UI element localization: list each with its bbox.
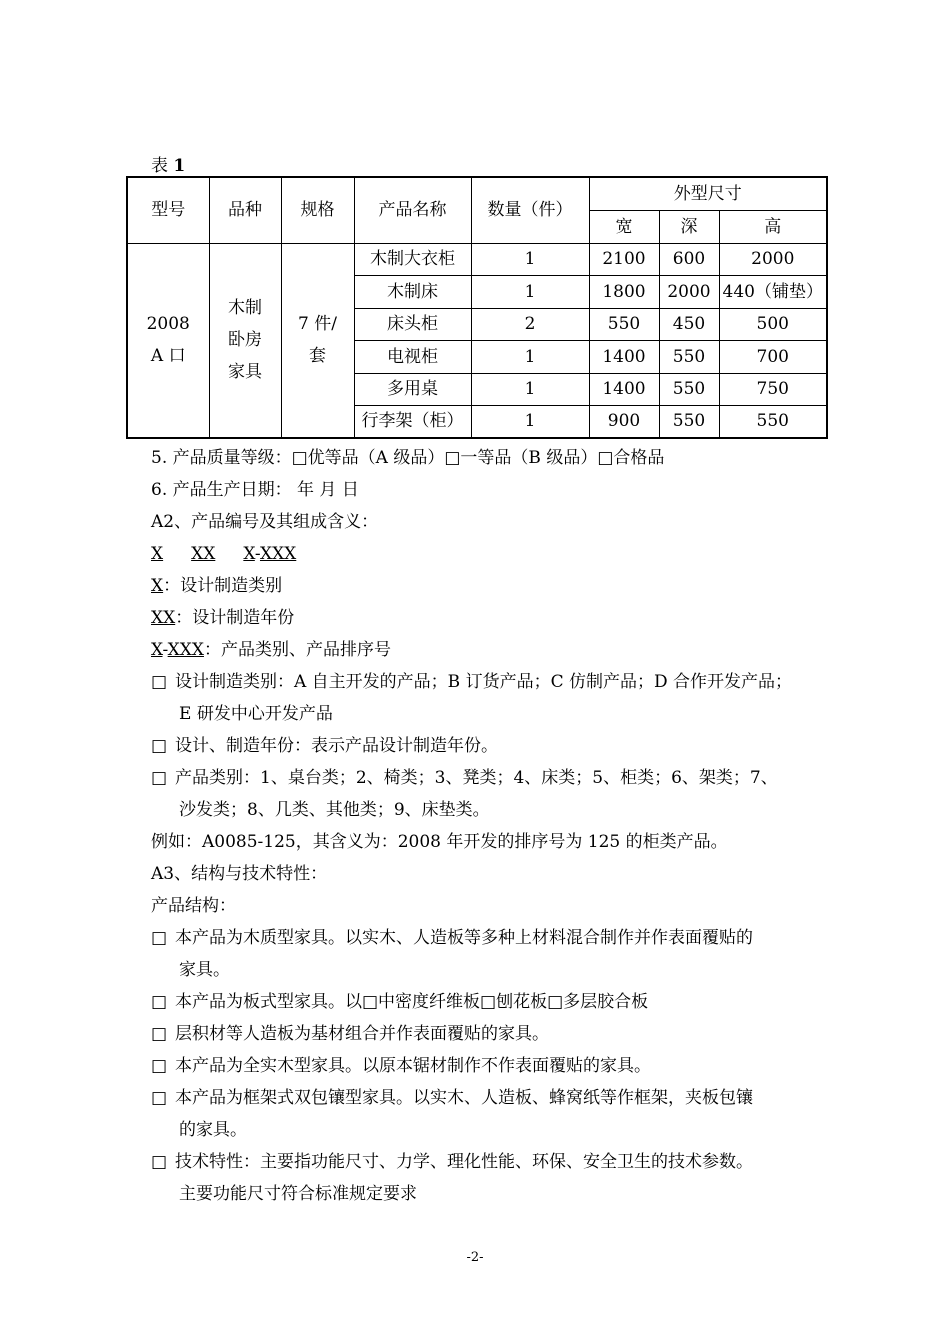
cell-depth: 600 [659,243,719,275]
checkbox-icon: □ [151,1056,168,1076]
code-pattern: X XX X-XXX [151,544,297,564]
bullet-product-category: □ 产品类别：1、桌台类；2、椅类；3、凳类；4、床类；5、柜类；6、架类；7、 [151,768,778,788]
checkbox-icon: □ [151,736,168,756]
cell-width: 900 [589,405,659,438]
cell-product-name: 木制床 [354,275,471,308]
page-number: -2- [466,1250,484,1265]
structure-panel: □ 本产品为板式型家具。以□中密度纤维板□刨花板□多层胶合板 [151,992,649,1012]
cell-width: 550 [589,308,659,340]
furniture-spec-table [126,176,828,439]
header-depth: 深 [659,210,719,243]
header-product-name: 产品名称 [354,177,471,243]
header-quantity: 数量（件） [471,177,589,243]
header-spec: 规格 [281,177,354,243]
cell-quantity: 1 [471,373,589,405]
cell-width: 1400 [589,373,659,405]
checkbox-icon: □ [151,768,168,788]
cell-width: 1800 [589,275,659,308]
structure-solid-wood: □ 本产品为全实木型家具。以原本锯材制作不作表面覆贴的家具。 [151,1056,651,1076]
a2-heading: A2、产品编号及其组成含义： [151,512,379,532]
cell-depth: 550 [659,405,719,438]
production-date-line: 6. 产品生产日期： 年 月 日 [151,480,359,500]
bullet-design-year: □ 设计、制造年份：表示产品设计制造年份。 [151,736,498,756]
cell-depth: 550 [659,340,719,373]
cell-height: 2000 [719,243,827,275]
header-variety: 品种 [209,177,281,243]
structure-wood-cont: 家具。 [179,960,230,980]
cell-depth: 550 [659,373,719,405]
bullet-product-category-cont: 沙发类；8、几类、其他类；9、床垫类。 [179,800,490,820]
cell-quantity: 1 [471,340,589,373]
cell-product-name: 木制大衣柜 [354,243,471,275]
table-row [127,243,827,275]
structure-frame-cont: 的家具。 [179,1120,247,1140]
header-model: 型号 [127,177,209,243]
cell-width: 1400 [589,340,659,373]
checkbox-icon: □ [151,1088,168,1108]
cell-height: 440（铺垫） [719,275,827,308]
checkbox-icon: □ [151,928,168,948]
cell-product-name: 床头柜 [354,308,471,340]
structure-frame: □ 本产品为框架式双包镶型家具。以实木、人造板、蜂窝纸等作框架，夹板包镶 [151,1088,753,1108]
code-def-sequence: X-XXX：产品类别、产品排序号 [151,640,391,660]
a3-heading: A3、结构与技术特性： [151,864,328,884]
header-dimensions: 外型尺寸 [589,177,827,210]
cell-quantity: 1 [471,275,589,308]
example-line: 例如：A0085-125，其含义为：2008 年开发的排序号为 125 的柜类产品。 [151,832,728,852]
checkbox-icon: □ [151,992,168,1012]
cell-quantity: 1 [471,405,589,438]
code-def-year: XX：设计制造年份 [151,608,295,628]
cell-quantity: 2 [471,308,589,340]
technical-features-cont: 主要功能尺寸符合标准规定要求 [179,1184,417,1204]
checkbox-icon: □ [151,672,168,692]
cell-depth: 450 [659,308,719,340]
group-variety: 木制 卧房 家具 [209,243,281,438]
structure-heading: 产品结构： [151,896,236,916]
code-def-category: X：设计制造类别 [151,576,283,596]
cell-product-name: 电视柜 [354,340,471,373]
cell-depth: 2000 [659,275,719,308]
cell-height: 700 [719,340,827,373]
cell-quantity: 1 [471,243,589,275]
cell-product-name: 行李架（柜） [354,405,471,438]
cell-height: 550 [719,405,827,438]
structure-laminated: □ 层积材等人造板为基材组合并作表面覆贴的家具。 [151,1024,549,1044]
bullet-design-category-cont: E 研发中心开发产品 [179,704,333,724]
cell-height: 500 [719,308,827,340]
cell-width: 2100 [589,243,659,275]
checkbox-icon: □ [151,1152,168,1172]
checkbox-icon: □ [151,1024,168,1044]
cell-height: 750 [719,373,827,405]
header-height: 高 [719,210,827,243]
cell-product-name: 多用桌 [354,373,471,405]
group-model: 2008 A 口 [127,243,209,438]
technical-features: □ 技术特性：主要指功能尺寸、力学、理化性能、环保、安全卫生的技术参数。 [151,1152,753,1172]
quality-grade-line: 5. 产品质量等级：□优等品（A 级品）□一等品（B 级品）□合格品 [151,448,665,468]
table-caption: 表 1 [151,156,186,176]
group-spec: 7 件/ 套 [281,243,354,438]
structure-wood: □ 本产品为木质型家具。以实木、人造板等多种上材料混合制作并作表面覆贴的 [151,928,753,948]
header-width: 宽 [589,210,659,243]
bullet-design-category: □ 设计制造类别：A 自主开发的产品；B 订货产品；C 仿制产品；D 合作开发产品； [151,672,793,692]
